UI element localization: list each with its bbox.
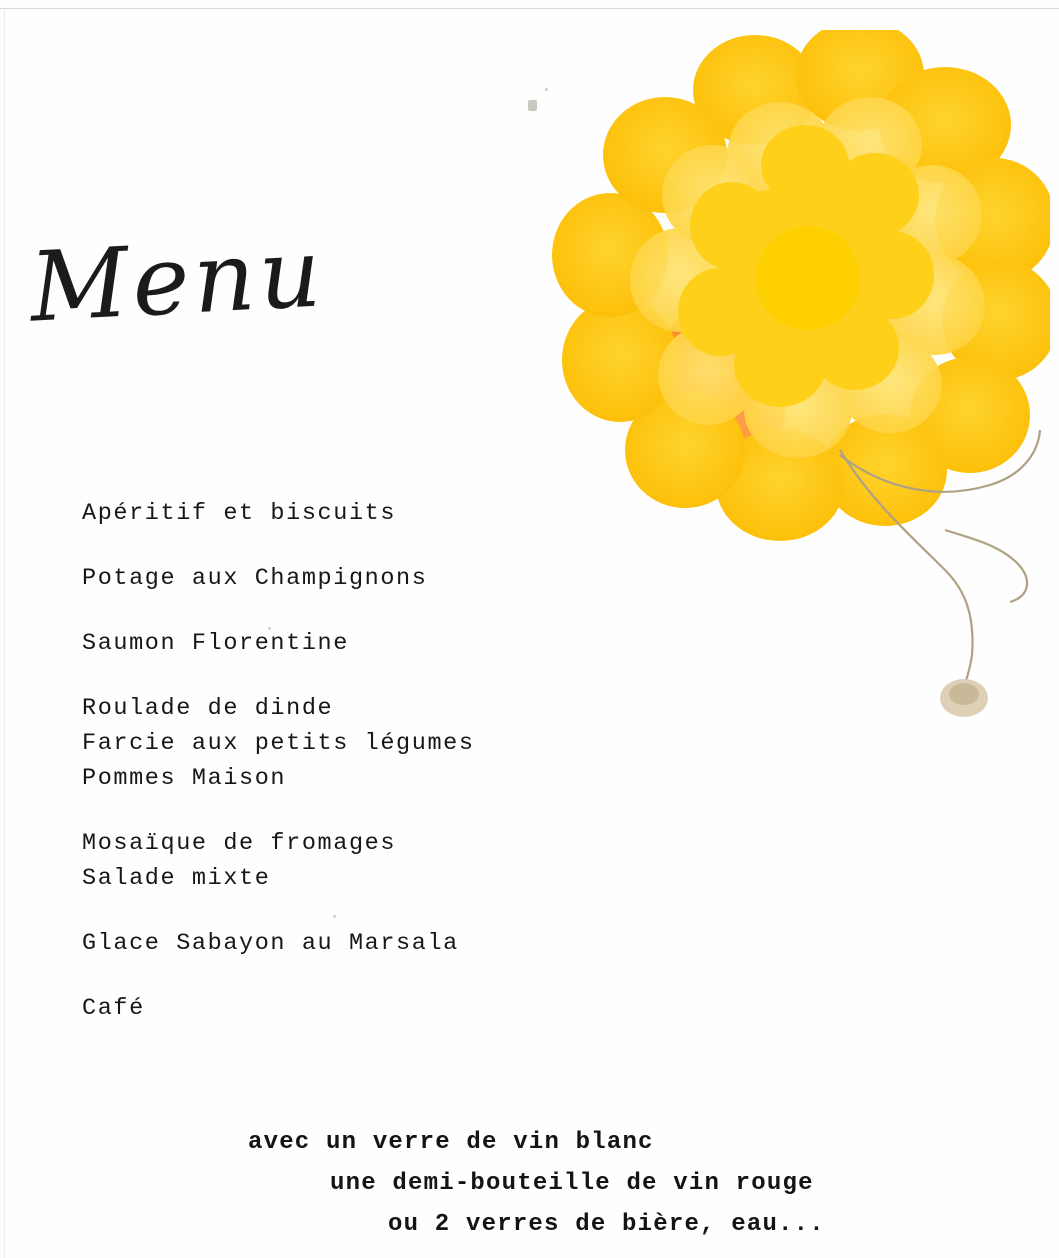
- course-line: Glace Sabayon au Marsala: [82, 930, 459, 957]
- page-title: Menu: [27, 216, 328, 344]
- scan-dot: [545, 88, 548, 91]
- petal-ring-outer: [552, 30, 1050, 541]
- course-item: [82, 561, 642, 596]
- scan-edge-left: [4, 8, 5, 1258]
- petal-ring-mid: [630, 97, 985, 458]
- drinks-note: [0, 1122, 1059, 1245]
- course-line: Salade mixte: [82, 865, 271, 892]
- course-line: Apéritif et biscuits: [82, 500, 397, 527]
- course-item: [82, 926, 642, 961]
- orange-accent-group: [655, 312, 785, 450]
- stem-group: [840, 430, 1040, 688]
- course-item: [82, 991, 642, 1026]
- course-line: Mosaïque de fromages: [82, 830, 397, 857]
- dried-bud: [940, 679, 988, 717]
- course-item: [82, 691, 642, 796]
- course-line: Roulade de dinde: [82, 695, 334, 722]
- course-line: Farcie aux petits légumes: [82, 730, 475, 757]
- scan-edge-top: [0, 8, 1059, 9]
- flower-center: [756, 226, 860, 330]
- course-item: [82, 496, 642, 531]
- scan-speck: [528, 100, 537, 111]
- course-line: Potage aux Champignons: [82, 565, 428, 592]
- course-line: Saumon Florentine: [82, 630, 349, 657]
- drink-line: avec un verre de vin blanc: [248, 1129, 654, 1156]
- course-list: [82, 496, 642, 1056]
- course-item: [82, 826, 642, 896]
- course-line: Pommes Maison: [82, 765, 287, 792]
- petal-ring-inner: [678, 125, 934, 407]
- course-item: [82, 626, 642, 661]
- drink-line: une demi-bouteille de vin rouge: [330, 1170, 814, 1197]
- drink-line: ou 2 verres de bière, eau...: [388, 1211, 825, 1238]
- course-line: Café: [82, 995, 145, 1022]
